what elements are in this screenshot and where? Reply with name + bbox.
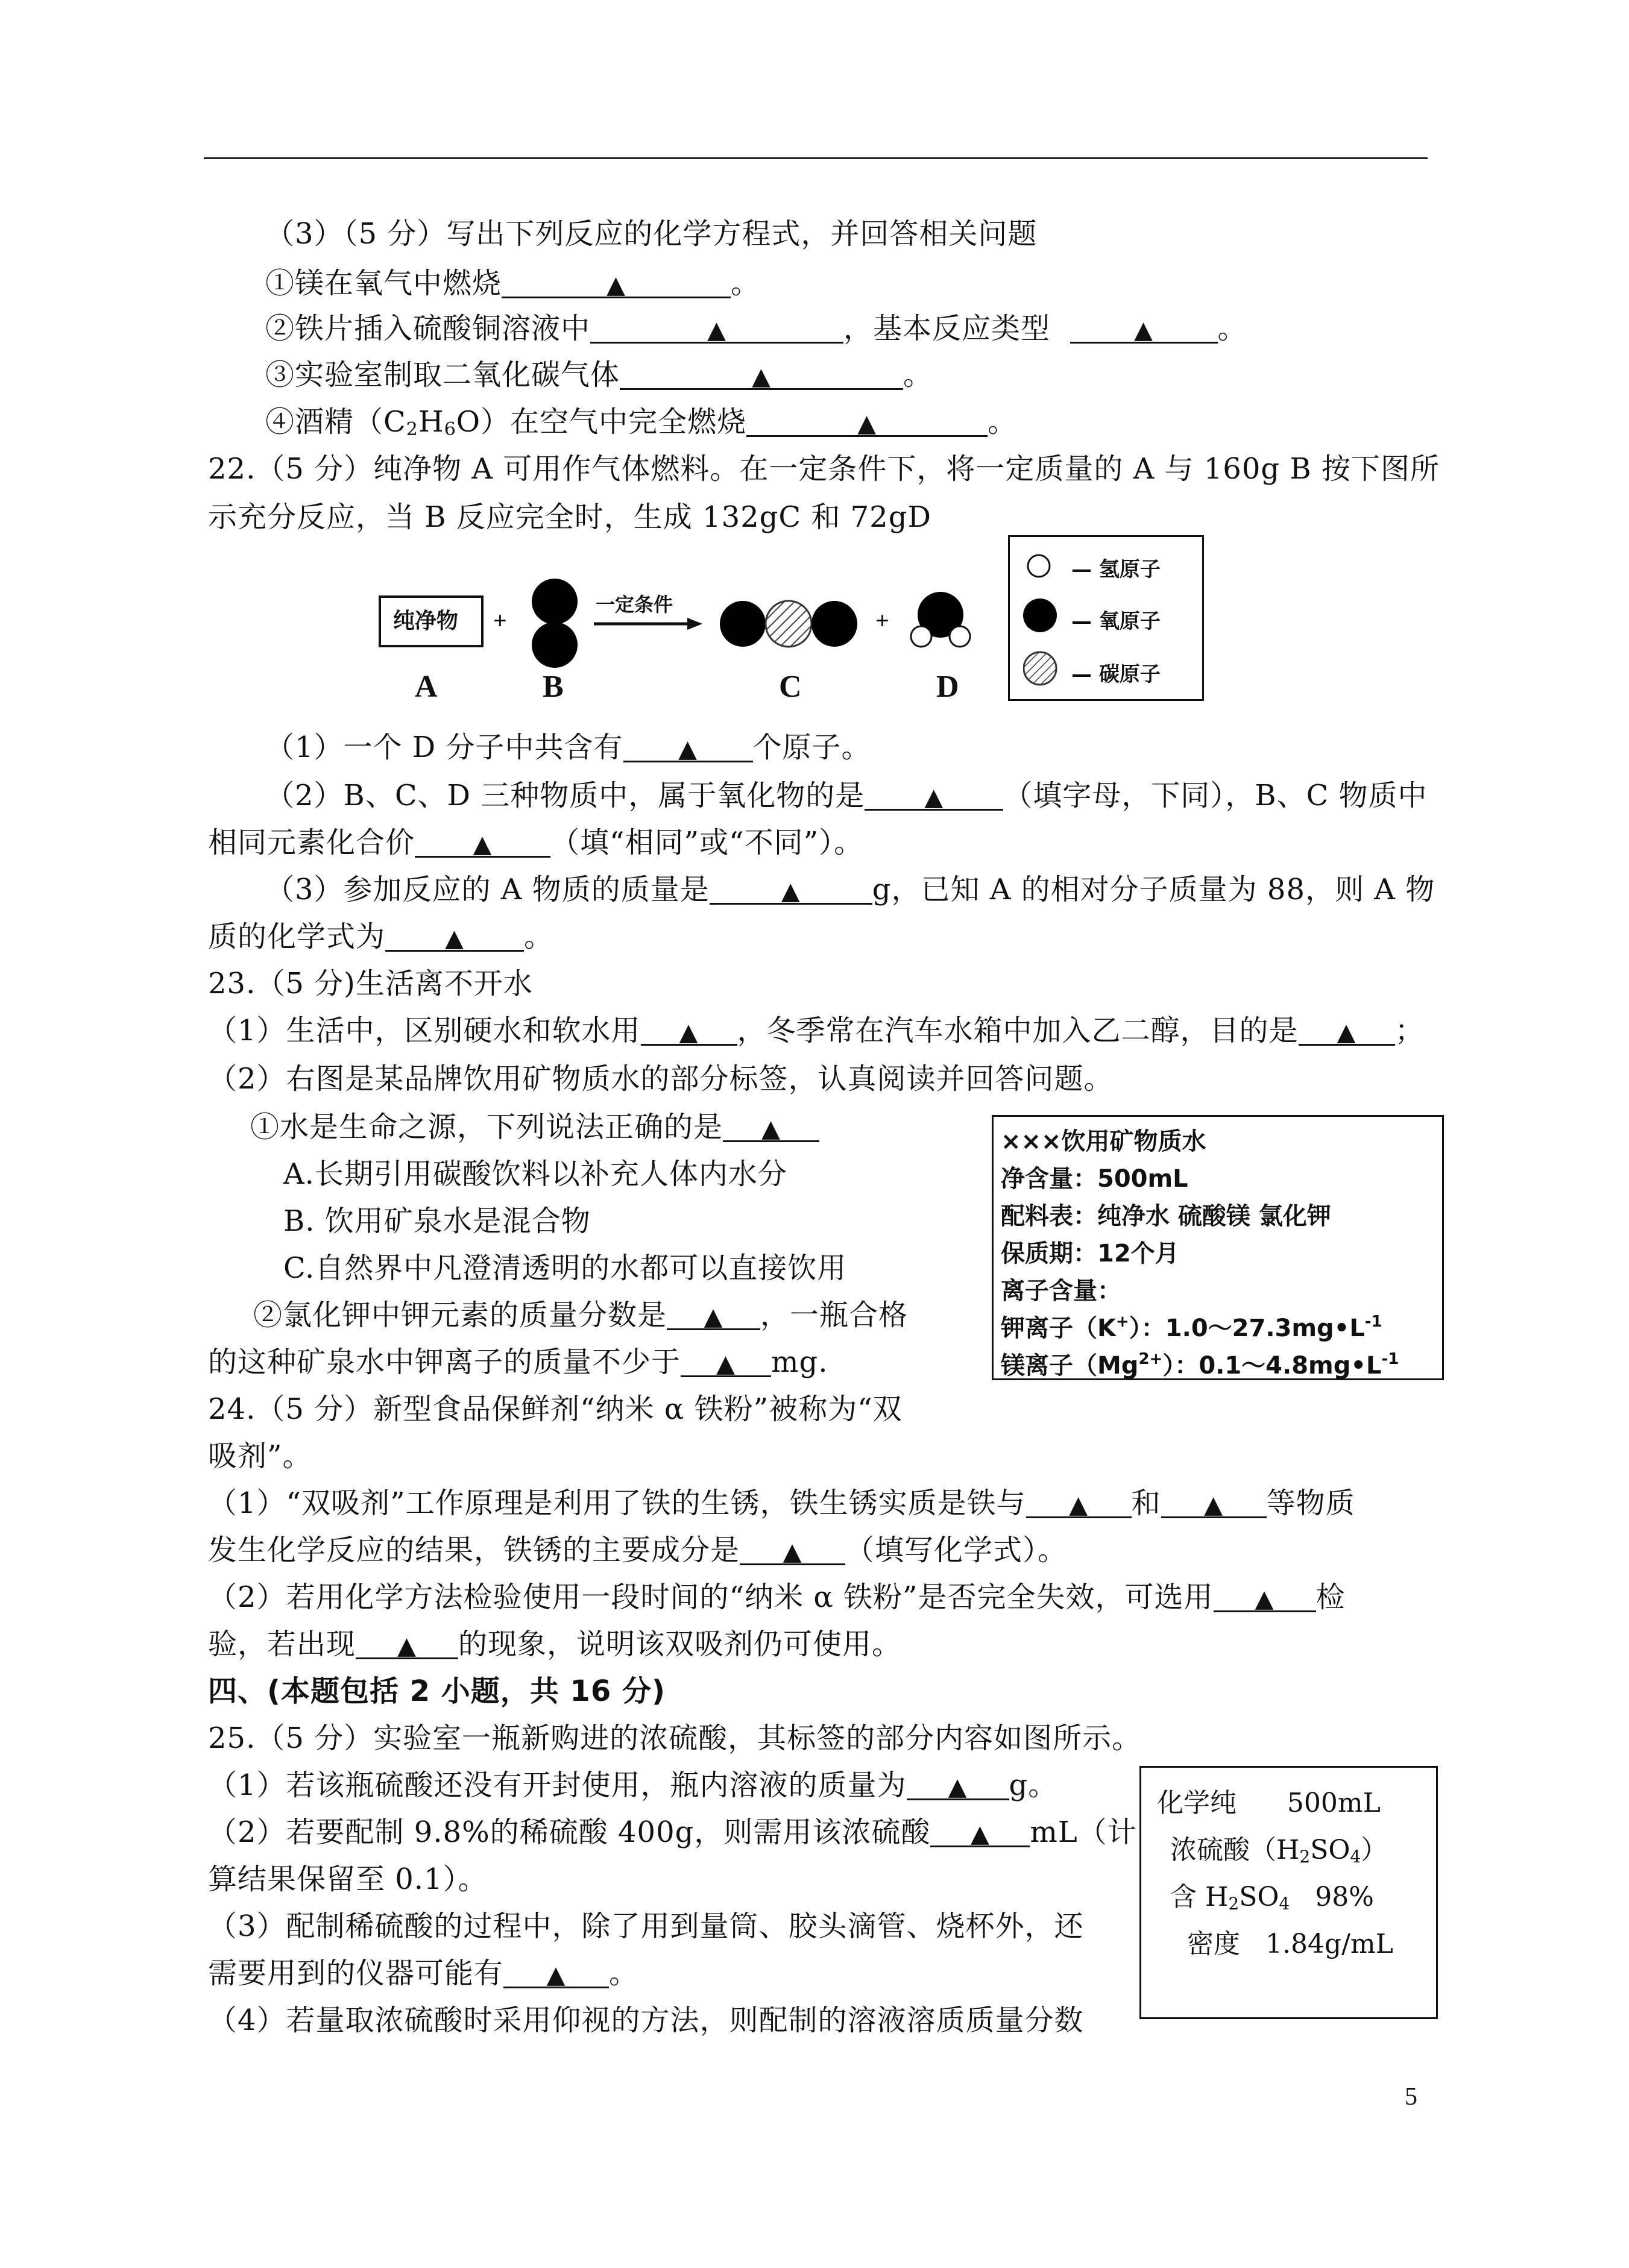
arrow-condition: 一定条件 (596, 593, 673, 616)
answer-blank[interactable]: ▲ (590, 310, 843, 344)
answer-blank[interactable]: ▲ (1161, 1485, 1267, 1518)
label-b: B (543, 670, 564, 704)
answer-blank[interactable]: ▲ (1214, 1579, 1316, 1612)
q22-line1: 22.（5 分）纯净物 A 可用作气体燃料。在一定条件下，将一定质量的 A 与 160g B 按下图所 (208, 452, 1440, 486)
q21-3-item3: ③实验室制取二氧化碳气体 ▲ 。 (265, 358, 933, 392)
answer-blank[interactable]: ▲ (1299, 1013, 1395, 1046)
q25-line1: 25.（5 分）实验室一瓶新购进的浓硫酸，其标签的部分内容如图所示。 (208, 1721, 1142, 1755)
answer-blank[interactable]: ▲ (710, 872, 872, 905)
q25-p3: （3）配制稀硫酸的过程中，除了用到量筒、胶头滴管、烧杯外，还 (208, 1909, 1084, 1943)
label-c: C (779, 670, 802, 704)
label-ions: 离子含量： (1001, 1277, 1121, 1305)
answer-blank[interactable]: ▲ (681, 1344, 771, 1377)
q25-p3-cont: 需要用到的仪器可能有 ▲ 。 (208, 1956, 639, 1990)
q25-p2: （2）若要配制 9.8%的稀硫酸 400g，则需用该浓硫酸 ▲ mL（计 (208, 1815, 1137, 1849)
q24-p2-cont: 验，若出现 ▲ 的现象，说明该双吸剂仍可使用。 (208, 1627, 902, 1661)
label-ingredients: 配料表：纯净水 硫酸镁 氯化钾 (1001, 1202, 1331, 1230)
answer-blank[interactable]: ▲ (1070, 310, 1218, 344)
q21-3-item2: ②铁片插入硫酸铜溶液中 ▲ ，基本反应类型 ▲ 。 (265, 312, 1247, 345)
q23-s2-cont: 的这种矿泉水中钾离子的质量不少于 ▲ mg. (208, 1345, 828, 1379)
answer-blank[interactable]: ▲ (1026, 1485, 1132, 1518)
oxygen-atom (720, 601, 766, 647)
acid-label-grade: 化学纯 500mL (1157, 1788, 1381, 1818)
q22-p2-cont: 相同元素化合价 ▲ （填“相同”或“不同”）。 (208, 826, 864, 859)
label-shelf: 保质期：12个月 (1001, 1240, 1179, 1268)
oxygen-atom (532, 579, 578, 624)
atom-legend: — 氢原子 — 氧原子 — 碳原子 (1008, 535, 1204, 701)
q23-option-a: A.长期引用碳酸饮料以补充人体内水分 (283, 1157, 787, 1191)
acid-label-name: 浓硫酸$(H_2SO_4)$ (1170, 1835, 1388, 1867)
oxygen-atom (811, 601, 857, 647)
answer-blank[interactable]: ▲ (740, 1532, 845, 1565)
header-rule (204, 157, 1428, 159)
answer-blank[interactable]: ▲ (503, 1955, 609, 1988)
oxygen-atom (532, 622, 578, 668)
q23-p2: （2）右图是某品牌饮用矿物质水的部分标签，认真阅读并回答问题。 (208, 1062, 1114, 1096)
q24-p1-cont: 发生化学反应的结果，铁锈的主要成分是 ▲ （填写化学式）。 (208, 1533, 1068, 1567)
q23-s2: ②氯化钾中钾元素的质量分数是 ▲ ，一瓶合格 (253, 1298, 909, 1332)
q21-3-intro: （3）（5 分）写出下列反应的化学方程式，并回答相关问题 (265, 217, 1038, 251)
q23-title: 23.（5 分)生活离不开水 (208, 967, 533, 1000)
label-d: D (936, 670, 959, 704)
q25-p1: （1）若该瓶硫酸还没有开封使用，瓶内溶液的质量为 ▲ g。 (208, 1768, 1058, 1802)
answer-blank[interactable]: ▲ (667, 1297, 760, 1330)
answer-blank[interactable]: ▲ (723, 1109, 819, 1142)
plus-sign: + (875, 607, 889, 634)
hydrogen-atom (911, 626, 931, 647)
label-a: A (415, 670, 438, 704)
q24-p2: （2）若用化学方法检验使用一段时间的“纳米 α 铁粉”是否完全失效，可选用 ▲ 检 (208, 1580, 1346, 1614)
sulfuric-acid-label (1139, 1766, 1438, 2019)
answer-blank[interactable]: ▲ (641, 1013, 737, 1046)
q21-3-item4: ④酒精$(C_2H_6O)$在空气中完全燃烧 ▲ 。 (265, 405, 1018, 440)
q22-p1: （1）一个 D 分子中共含有 ▲ 个原子。 (265, 730, 871, 764)
answer-blank[interactable]: ▲ (356, 1626, 458, 1659)
answer-blank[interactable]: ▲ (623, 729, 753, 762)
hydrogen-atom (950, 626, 970, 647)
answer-blank[interactable]: ▲ (385, 919, 524, 952)
section-heading: 四、(本题包括 2 小题，共 16 分) (208, 1674, 666, 1708)
plus-sign: + (493, 607, 507, 634)
acid-label-content: 含 $H_2SO_4$ 98% (1170, 1882, 1374, 1914)
answer-blank[interactable]: ▲ (746, 404, 988, 437)
answer-blank[interactable]: ▲ (907, 1767, 1009, 1800)
answer-blank[interactable]: ▲ (415, 825, 550, 858)
q23-option-b: B. 饮用矿泉水是混合物 (283, 1204, 591, 1238)
q25-p2-cont: 算结果保留至 0.1）。 (208, 1862, 488, 1896)
label-title: ×××饮用矿物质水 (1001, 1128, 1206, 1155)
q25-p4: （4）若量取浓硫酸时采用仰视的方法，则配制的溶液溶质质量分数 (208, 2003, 1084, 2037)
q24-p1: （1）“双吸剂”工作原理是利用了铁的生锈，铁生锈实质是铁与 ▲ 和 ▲ 等物质 (208, 1486, 1355, 1520)
acid-label-density: 密度 1.84g/mL (1187, 1929, 1393, 1959)
q24-line1: 24.（5 分）新型食品保鲜剂“纳米 α 铁粉”被称为“双 (208, 1392, 903, 1426)
answer-blank[interactable]: ▲ (502, 265, 731, 298)
q22-p3: （3）参加反应的 A 物质的质量是 ▲ g，已知 A 的相对分子质量为 88，则 A 物 (265, 873, 1435, 906)
q22-p3-cont: 质的化学式为 ▲ 。 (208, 920, 554, 953)
label-potassium: 钾离子（K+）：$1.0\sim 27.3mg•L^{-1}$ (1001, 1313, 1382, 1342)
q23-option-c: C.自然界中凡澄清透明的水都可以直接饮用 (283, 1251, 847, 1285)
q23-s1: ①水是生命之源，下列说法正确的是 ▲ (250, 1109, 819, 1145)
answer-blank[interactable]: ▲ (865, 777, 1003, 811)
mineral-water-label (992, 1115, 1444, 1380)
label-magnesium: 镁离子$(Mg^{2+})$：$0.1\sim 4.8mg•L^{-1}$ (1001, 1350, 1399, 1380)
label-net: 净含量：500mL (1001, 1165, 1188, 1193)
carbon-atom (766, 601, 811, 647)
q22-line2: 示充分反应，当 B 反应完全时，生成 132gC 和 72gD (208, 500, 931, 534)
box-text: 纯净物 (393, 609, 459, 633)
q21-3-item1: ①镁在氧气中燃烧 ▲ 。 (265, 266, 761, 300)
answer-blank[interactable]: ▲ (930, 1814, 1030, 1847)
q24-line2: 吸剂”。 (208, 1439, 312, 1473)
answer-blank[interactable]: ▲ (620, 357, 903, 390)
q23-p1: （1）生活中，区别硬水和软水用 ▲ ，冬季常在汽车水箱中加入乙二醇，目的是 ▲ ； (208, 1014, 1425, 1048)
q22-p2: （2）B、C、D 三种物质中，属于氧化物的是 ▲ （填字母，下同），B、C 物质中 (265, 779, 1428, 812)
page-number: 5 (1405, 2083, 1417, 2111)
